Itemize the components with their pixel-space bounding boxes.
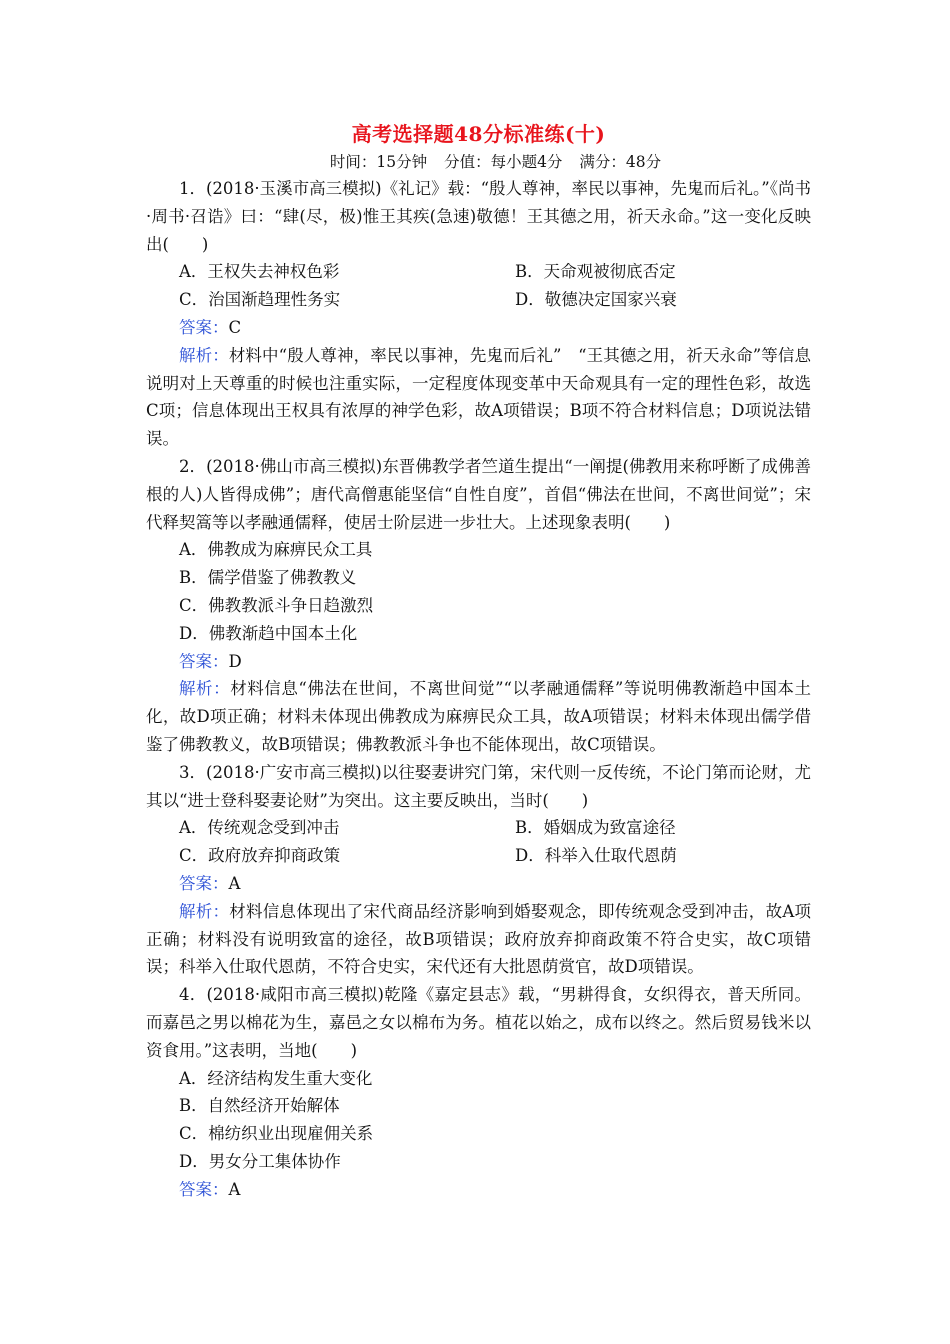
option-a: A．王权失去神权色彩 <box>179 262 340 282</box>
option-d: D．敬德决定国家兴衰 <box>515 290 677 310</box>
analysis-text: 材料信息体现出了宋代商品经济影响到婚娶观念，即传统观念受到冲击，故A项正确；材料没有说明致富的途径，故B项错误；政府放弃抑商政策不符合史实，故C项错误；科举入仕取代恩荫，不符合史实，宋代还有大批恩荫赏官，故D项错误。 <box>146 901 811 977</box>
options <box>146 814 811 870</box>
exam-meta <box>146 150 811 174</box>
option-a: A．佛教成为麻痹民众工具 <box>179 540 373 560</box>
answer-line <box>146 314 811 342</box>
analysis-line <box>146 675 811 758</box>
answer-line <box>146 870 811 898</box>
option-d: D．佛教渐趋中国本土化 <box>179 623 358 643</box>
question-stem: 3．(2018·广安市高三模拟)以往娶妻讲究门第，宋代则一反传统，不论门第而论财，尤其以“进士登科娶妻论财”为突出。这主要反映出，当时( ) <box>146 762 811 810</box>
option-b: B．婚姻成为致富途径 <box>515 818 676 838</box>
question-2 <box>146 453 811 759</box>
option-c: C．治国渐趋理性务实 <box>179 290 341 310</box>
answer-value: A <box>228 1179 241 1199</box>
analysis-text: 材料中“殷人尊神，率民以事神，先鬼而后礼” “王其德之用，祈天永命”等信息说明对上天尊重的时候也注重实际，一定程度体现变革中天命观具有一定的理性色彩，故选C项；信息体现出王权具有浓厚的神学色彩，故A项错误；B项不符合材料信息；D项说法错误。 <box>146 345 811 449</box>
question-stem: 4．(2018·咸阳市高三模拟)乾隆《嘉定县志》载，“男耕得食，女织得衣，普天所同。而嘉邑之男以棉花为生，嘉邑之女以棉布为务。植花以始之，成布以终之。然后贸易钱米以资食用。”这表明，当地( ) <box>146 985 811 1060</box>
option-b: B．儒学借鉴了佛教教义 <box>179 568 357 588</box>
answer-value: A <box>228 873 241 893</box>
options <box>146 258 811 314</box>
option-b: B．自然经济开始解体 <box>179 1096 340 1116</box>
question-stem: 1．(2018·玉溪市高三模拟)《礼记》载：“殷人尊神，率民以事神，先鬼而后礼。”《尚书·周书·召诰》曰：“肆(尽，极)惟王其疾(急速)敬德！王其德之用，祈天永命。”这一变化反映出( ) <box>146 179 811 254</box>
option-c: C．政府放弃抑商政策 <box>179 846 341 866</box>
time-limit: 时间：15分钟 <box>329 153 428 171</box>
answer-label: 答案： <box>179 651 229 671</box>
score-per-question: 分值：每小题4分 <box>444 153 563 171</box>
question-3 <box>146 759 811 981</box>
question-1 <box>146 175 811 453</box>
answer-value: D <box>228 651 242 671</box>
answer-label: 答案： <box>179 1179 229 1199</box>
answer-value: C <box>228 317 242 337</box>
analysis-text: 材料信息“佛法在世间，不离世间觉”“以孝融通儒释”等说明佛教渐趋中国本土化，故D项正确；材料未体现出佛教成为麻痹民众工具，故A项错误；材料未体现出儒学借鉴了佛教教义，故B项错误；佛教教派斗争也不能体现出，故C项错误。 <box>146 679 811 754</box>
option-d: D．科举入仕取代恩荫 <box>515 846 677 866</box>
answer-line <box>146 1176 811 1204</box>
analysis-label: 解析： <box>179 679 231 699</box>
options <box>146 536 811 647</box>
option-c: C．棉纺织业出现雇佣关系 <box>179 1124 374 1144</box>
option-d: D．男女分工集体协作 <box>179 1151 341 1171</box>
analysis-line <box>146 342 811 453</box>
document-page <box>146 120 811 1203</box>
question-stem: 2．(2018·佛山市高三模拟)东晋佛教学者竺道生提出“一阐提(佛教用来称呼断了成佛善根的人)人皆得成佛”；唐代高僧惠能坚信“自性自度”，首倡“佛法在世间，不离世间觉”；宋代释契篙等以孝融通儒释，使居士阶层进一步壮大。上述现象表明( ) <box>146 456 811 532</box>
answer-label: 答案： <box>179 873 229 893</box>
answer-line <box>146 648 811 676</box>
option-a: A．传统观念受到冲击 <box>179 818 340 838</box>
options <box>146 1065 811 1176</box>
full-score: 满分：48分 <box>579 153 662 171</box>
option-c: C．佛教教派斗争日趋激烈 <box>179 595 374 615</box>
option-b: B．天命观被彻底否定 <box>515 262 676 282</box>
answer-label: 答案： <box>179 317 229 337</box>
question-4 <box>146 981 811 1203</box>
analysis-label: 解析： <box>179 345 229 365</box>
analysis-line <box>146 898 811 981</box>
page-title: 高考选择题48分标准练(十) <box>351 122 606 146</box>
analysis-label: 解析： <box>179 901 230 921</box>
option-a: A．经济结构发生重大变化 <box>179 1068 373 1088</box>
